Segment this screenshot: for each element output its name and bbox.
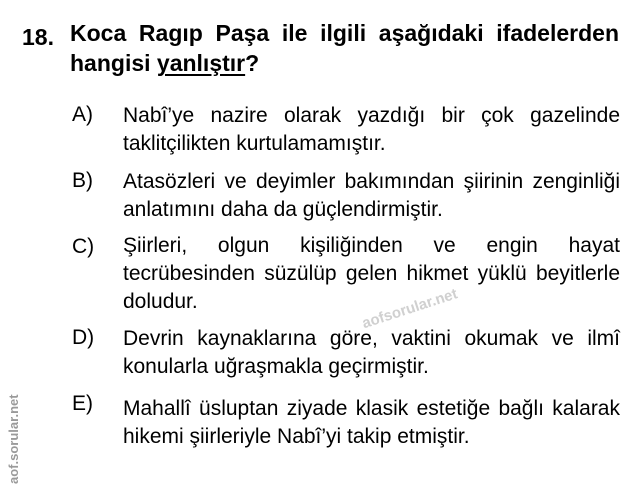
option-e-letter: E): [72, 392, 93, 415]
watermark-center: aofsorular.net: [360, 285, 460, 333]
option-e-text: Mahallî üsluptan ziyade klasik estetiğe bağlı kalarak hikemi şiirleriyle Nabî’yi takip etmiştir.: [123, 397, 620, 448]
option-a-letter: A): [72, 103, 93, 126]
option-c-text: Şiirleri, olgun kişiliğinden ve engin hayat tecrübesinden süzülüp gelen hikmet yüklü beyitlerle doludur.: [123, 234, 620, 313]
option-b-text: Atasözleri ve deyimler bakımından şiirinin zenginliği anlatımını daha da güçlendirmiştir.: [123, 170, 620, 221]
question-stem-end: ?: [245, 50, 260, 76]
question-stem: [70, 18, 619, 78]
option-a-text: Nabî’ye nazire olarak yazdığı bir çok gazelinde taklitçilikten kurtulamamıştır.: [123, 104, 620, 155]
watermark-side: aof.sorular.net: [6, 394, 21, 484]
option-d-text: Devrin kaynaklarına göre, vaktini okumak ve ilmî konularla uğraşmakla geçirmiştir.: [123, 327, 620, 378]
option-c-letter: C): [72, 235, 95, 258]
question-stem-text: Koca Ragıp Paşa ile ilgili aşağıdaki ifadelerden hangisi: [70, 20, 619, 76]
option-d-letter: D): [72, 326, 95, 349]
question-stem-emphasis: yanlıştır: [156, 50, 246, 76]
question-number: 18.: [22, 24, 54, 50]
option-b-letter: B): [72, 169, 93, 192]
